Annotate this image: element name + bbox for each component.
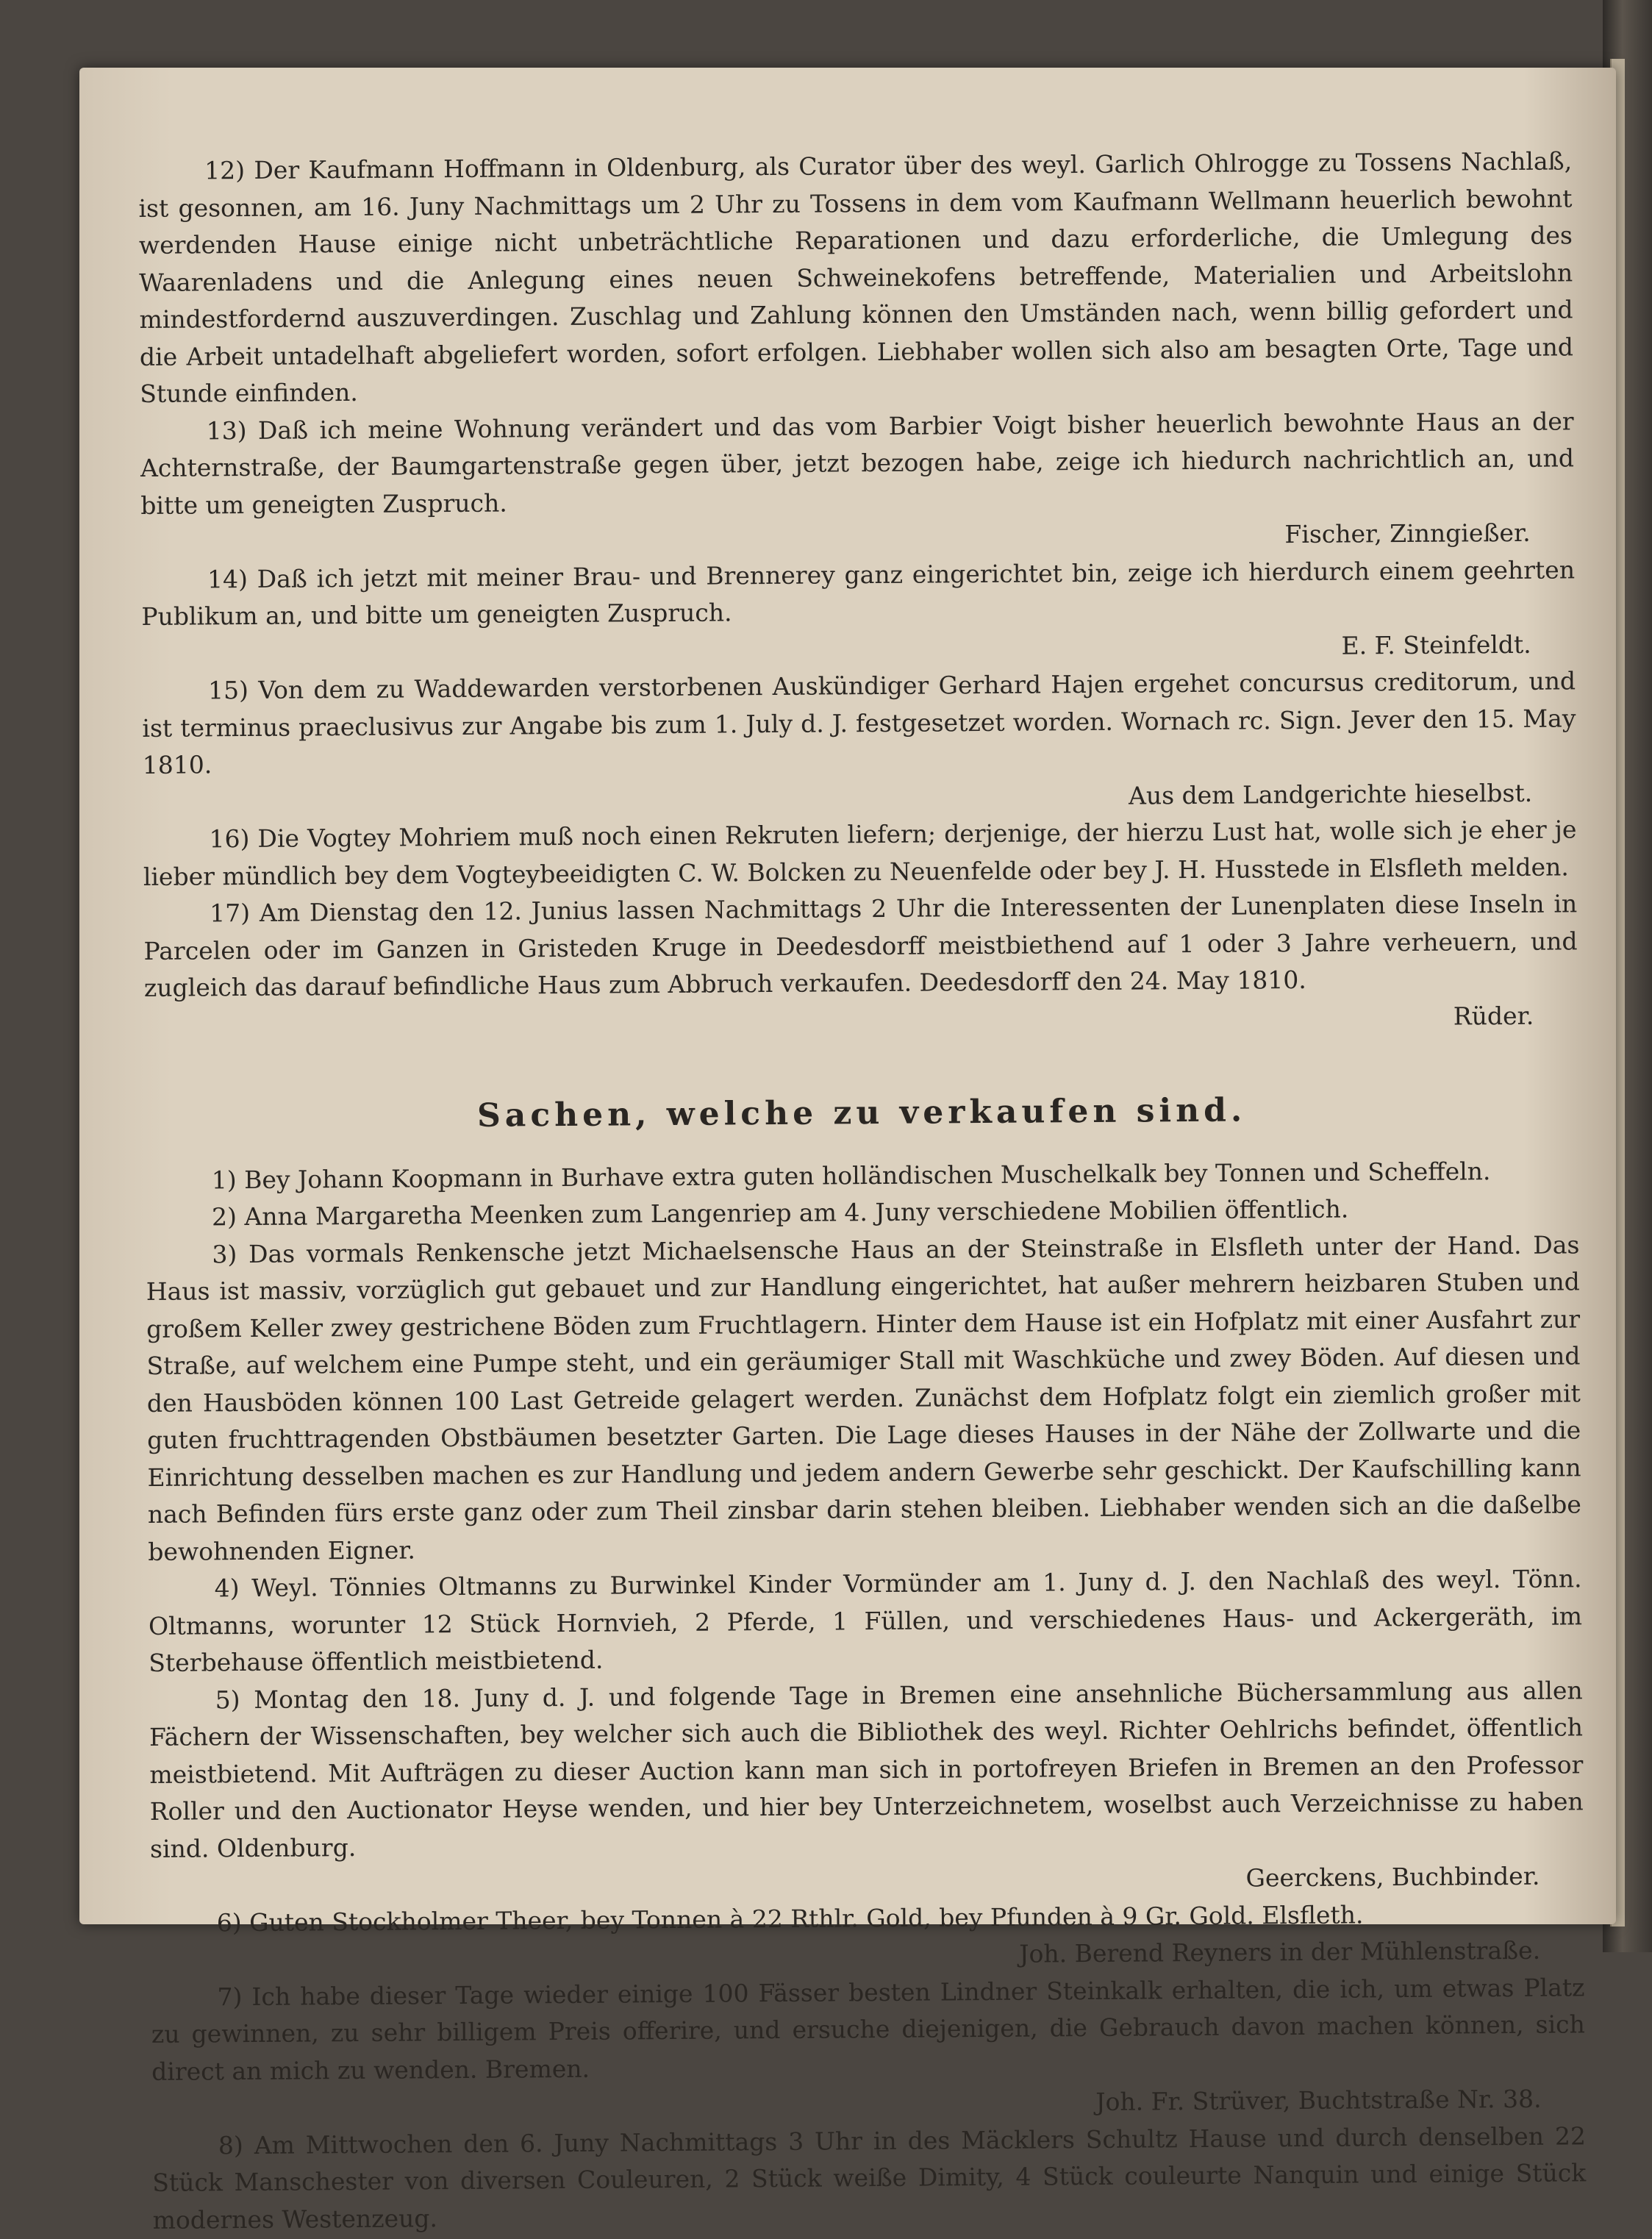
sale-item-2: 2) Anna Margaretha Meenken zum Langenriep am 4. Juny verschiedene Mobilien öffentlich. [211, 1194, 1349, 1232]
sale-item-5: 5) Montag den 18. Juny d. J. und folgende Tage in Bremen eine ansehnliche Büchersammlung aus allen Fächern der Wissenschaften, bey welcher sich auch die Bibliothek des weyl. Richter Oehlrichs befindet, öffentlich meistbietend. Mit Aufträgen zu dieser Auction kann man sich in portofreyen Briefen in Bremen an den Professor Roller und den Auctionator Heyse wenden, und hier bey Unterzeichnetem, woselbst auch Verzeichnisse zu haben sind. Oldenburg. [149, 1675, 1584, 1863]
sale-item-6-signature: Joh. Berend Reyners in der Mühlenstraße. [1019, 1935, 1541, 1968]
notice-16: 16) Die Vogtey Mohriem muß noch einen Rekruten liefern; derjenige, der hierzu Lust hat, wolle sich je eher je lieber mündlich bey dem Vogteybeeidigten C. W. Bolcken zu Neuenfelde oder bey J. H. Husstede in Elsfleth melden. [143, 815, 1577, 891]
sale-item-8: 8) Am Mittwochen den 6. Juny Nachmittags 3 Uhr in des Mäcklers Schultz Hause und durch denselben 22 Stück Manschester von diversen Couleuren, 2 Stück weiße Dimity, 4 Stück couleurte Nanquin und einige Stück modernes Westenzeug. [152, 2121, 1587, 2235]
sale-item-6: 6) Guten Stockholmer Theer, bey Tonnen à 22 Rthlr. Gold, bey Pfunden à 9 Gr. Gold. Elsfleth. [216, 1899, 1364, 1937]
notice-13: 13) Daß ich meine Wohnung verändert und das vom Barbier Voigt bisher heuerlich bewohnte Haus an der Achternstraße, der Baumgartenstraße gegen über, jetzt bezogen habe, zeige ich hiedurch nachrichtlich an, und bitte um geneigten Zuspruch. [140, 406, 1575, 520]
notice-15-signature: Aus dem Landgerichte hieselbst. [1128, 778, 1533, 810]
sale-item-5-signature: Geerckens, Buchbinder. [1245, 1861, 1540, 1893]
notice-13-signature: Fischer, Zinngießer. [1284, 518, 1531, 549]
notice-17: 17) Am Dienstag den 12. Junius lassen Nachmittags 2 Uhr die Interessenten der Lunenplaten diese Inseln in Parcelen oder im Ganzen in Gristeden Kruge in Deedesdorff meistbiethend auf 1 oder 3 Jahre verheuern, und zugleich das darauf befindliche Haus zum Abbruch verkaufen. Deedesdorff den 24. May 1810. [143, 889, 1578, 1002]
page-text [138, 143, 1587, 2239]
sale-item-3: 3) Das vormals Renkensche jetzt Michaelsensche Haus an der Steinstraße in Elsfleth unter der Hand. Das Haus ist massiv, vorzüglich gut gebauet und zur Handlung eingerichtet, hat außer mehrern heizbaren Stuben und großem Keller zwey gestrichene Böden zum Fruchtlagern. Hinter dem Hause ist ein Hofplatz mit einer Ausfahrt zur Straße, auf welchem eine Pumpe steht, und ein geräumiger Stall mit Waschküche und zwey Böden. Auf diesen und den Hausböden können 100 Last Getreide gelagert werden. Zunächst dem Hofplatz folgt ein ziemlich großer mit guten fruchttragenden Obstbäumen besetzter Garten. Die Lage dieses Hauses in der Nähe der Zollwarte und die Einrichtung desselben machen es zur Handlung und jedem andern Gewerbe sehr geschickt. Der Kaufschilling kann nach Befinden fürs erste ganz oder zum Theil zinsbar darin stehen bleiben. Liebhaber wenden sich an die daßelbe bewohnenden Eigner. [146, 1229, 1582, 1566]
notice-12: 12) Der Kaufmann Hoffmann in Oldenburg, als Curator über des weyl. Garlich Ohlrogge zu Tossens Nachlaß, ist gesonnen, am 16. Juny Nachmittags um 2 Uhr zu Tossens in dem vom Kaufmann Wellmann heuerlich bewohnt werdenden Hause einige nicht unbeträchtliche Reparationen und dazu erforderliche, die Umlegung des Waarenladens und die Anlegung eines neuen Schweinekofens betreffende, Materialien und Arbeitslohn mindestfordernd auszuverdingen. Zuschlag und Zahlung können den Umständen nach, wenn billig gefordert und die Arbeit untadelhaft abgeliefert worden, sofort erfolgen. Liebhaber wollen sich also am besagten Orte, Tage und Stunde einfinden. [138, 146, 1574, 408]
notice-14: 14) Daß ich jetzt mit meiner Brau- und Brennerey ganz eingerichtet bin, zeige ich hierdurch einem geehrten Publikum an, und bitte um geneigten Zuspruch. [141, 554, 1576, 631]
sale-item-7-signature: Joh. Fr. Strüver, Buchtstraße Nr. 38. [1095, 2084, 1542, 2116]
sale-item-4: 4) Weyl. Tönnies Oltmanns zu Burwinkel Kinder Vormünder am 1. Juny d. J. den Nachlaß des weyl. Tönn. Oltmanns, worunter 12 Stück Hornvieh, 2 Pferde, 1 Füllen, und verschiedenes Haus- und Ackergeräth, im Sterbehause öffentlich meistbietend. [148, 1564, 1583, 1677]
notice-17-signature: Rüder. [1453, 1001, 1534, 1031]
notice-15: 15) Von dem zu Waddewarden verstorbenen Auskündiger Gerhard Hajen ergehet concursus creditorum, und ist terminus praeclusivus zur Angabe bis zum 1. July d. J. festgesetzet worden. Wornach rc. Sign. Jever den 15. May 1810. [142, 666, 1576, 779]
sale-item-7: 7) Ich habe dieser Tage wieder einige 100 Fässer besten Lindner Steinkalk erhalten, die ich, um etwas Platz zu gewinnen, zu sehr billigem Preis offerire, und ersuche diejenigen, die Gebrauch davon machen können, sich direct an mich zu wenden. Bremen. [151, 1972, 1585, 2086]
sale-item-1: 1) Bey Johann Koopmann in Burhave extra guten holländischen Muschelkalk bey Tonnen und Scheffeln. [211, 1156, 1491, 1194]
notice-14-signature: E. F. Steinfeldt. [1341, 629, 1531, 660]
section-heading: Sachen, welche zu verkaufen sind. [476, 1091, 1247, 1135]
